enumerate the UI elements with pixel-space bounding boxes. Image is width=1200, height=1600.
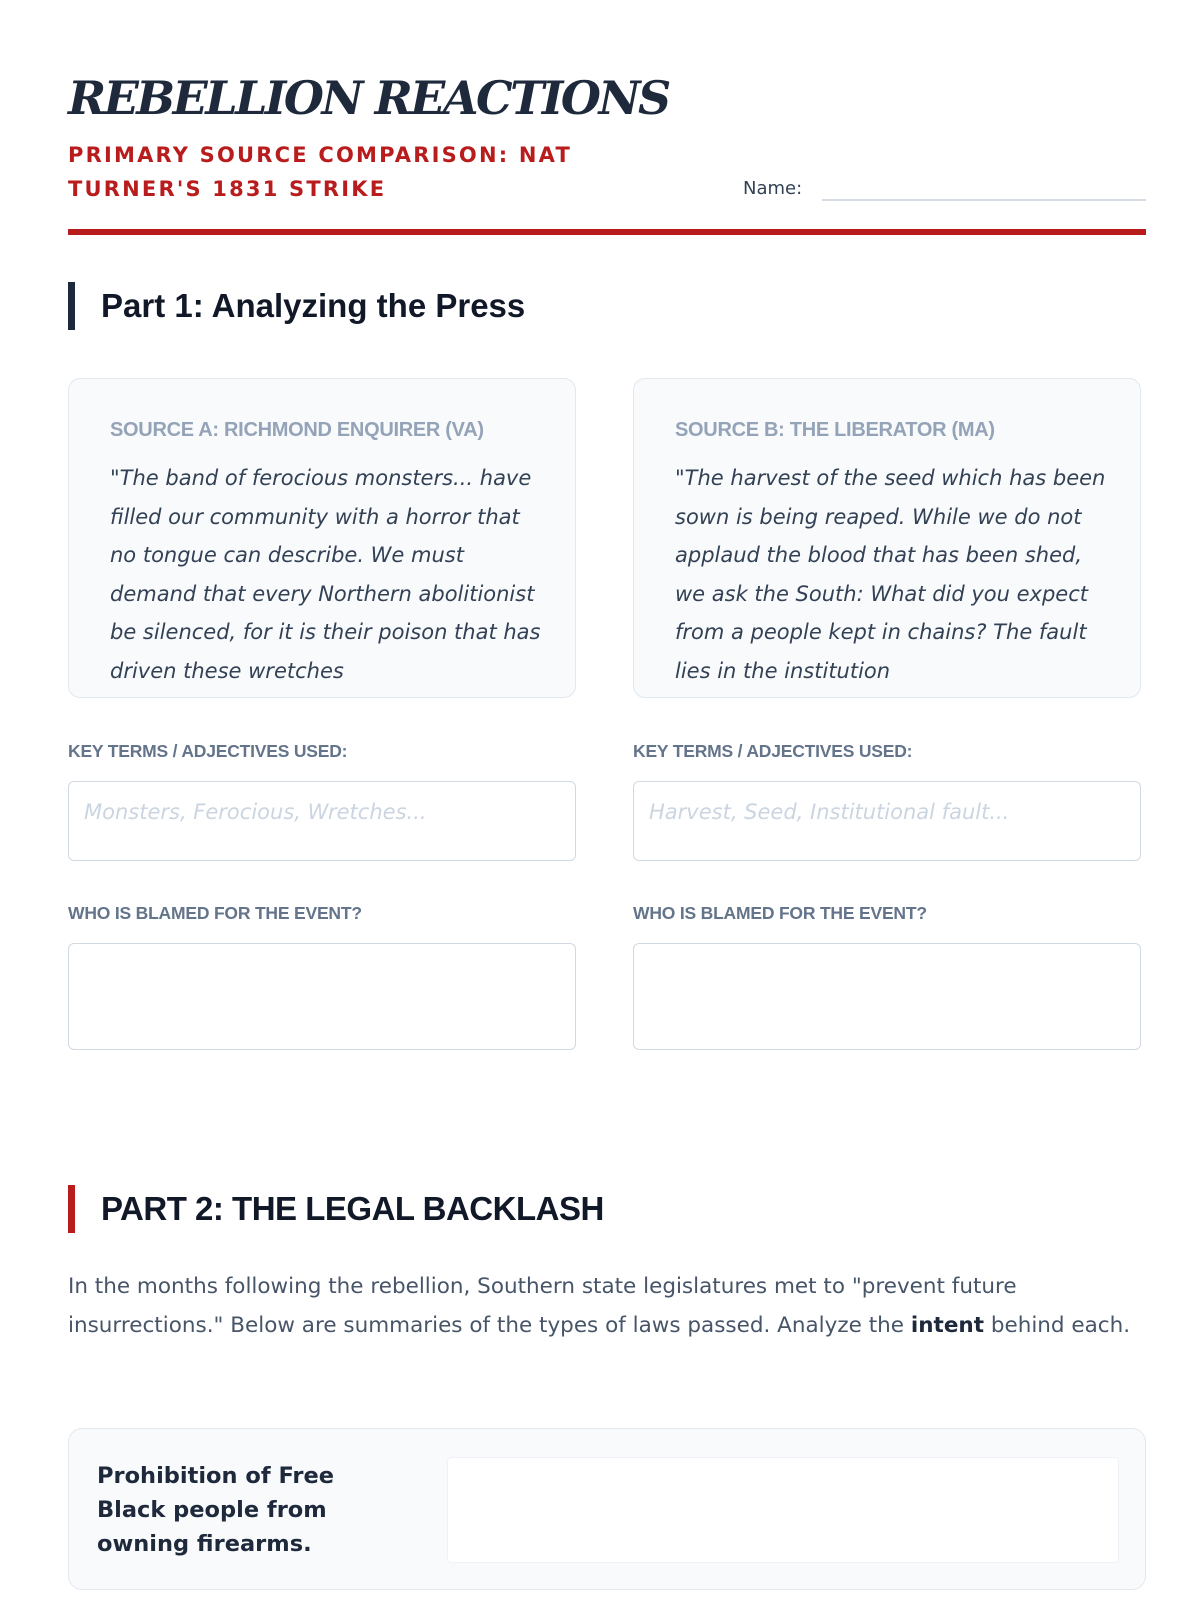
source-b-blame-input[interactable] — [633, 943, 1141, 1050]
part2-heading-bar — [68, 1185, 75, 1233]
source-b-key-terms-input[interactable] — [633, 781, 1141, 861]
page-subtitle: PRIMARY SOURCE COMPARISON: NAT TURNER'S 1831 STRIKE — [68, 143, 572, 201]
law-card — [68, 1428, 1146, 1590]
source-b-key-terms-placeholder: Harvest, Seed, Institutional fault... — [649, 800, 1010, 824]
law-intent-answer-box[interactable] — [447, 1457, 1119, 1563]
part2-intro-text-end: behind each. — [983, 1312, 1131, 1338]
part2-intro-emphasis: intent — [910, 1312, 984, 1338]
page-title: REBELLION REACTIONS — [68, 71, 669, 125]
part2-heading — [68, 1185, 768, 1233]
source-b-card — [633, 378, 1141, 698]
source-a-key-terms-placeholder: Monsters, Ferocious, Wretches... — [84, 800, 427, 824]
source-b-quote: "The harvest of the seed which has been sown is being reaped. While we do not applaud the blood that has been shed, we ask the South: What did you expect from a people kept in chains? The fault lies in the institution — [675, 466, 1106, 683]
source-a-key-terms-label: KEY TERMS / ADJECTIVES USED: — [68, 741, 348, 761]
name-label: Name: — [743, 178, 803, 199]
source-a-label: SOURCE A: RICHMOND ENQUIRER (VA) — [110, 419, 484, 441]
source-a-blame-input[interactable] — [68, 943, 576, 1050]
part1-heading — [68, 282, 668, 330]
source-a-card — [68, 378, 576, 698]
source-b-key-terms-label: KEY TERMS / ADJECTIVES USED: — [633, 741, 913, 761]
source-a-quote: "The band of ferocious monsters... have filled our community with a horror that no tongue can describe. We must demand that every Northern abolitionist be silenced, for it is their poison that has driven these wretches — [110, 466, 541, 683]
part2-intro-text: In the months following the rebellion, Southern state legislatures met to "prevent future insurrections." Below are summaries of the types of laws passed. Analyze the — [68, 1274, 1017, 1338]
worksheet-header — [68, 72, 1146, 236]
source-b-label: SOURCE B: THE LIBERATOR (MA) — [675, 419, 995, 441]
source-a-blame-label: WHO IS BLAMED FOR THE EVENT? — [68, 903, 362, 923]
part2-title: PART 2: THE LEGAL BACKLASH — [101, 1190, 604, 1227]
source-b-blame-label: WHO IS BLAMED FOR THE EVENT? — [633, 903, 927, 923]
law-description: Prohibition of Free Black people from owning firearms. — [97, 1463, 334, 1557]
part1-heading-bar — [68, 282, 75, 330]
source-a-key-terms-input[interactable] — [68, 781, 576, 861]
name-field[interactable] — [822, 199, 1146, 201]
part1-title: Part 1: Analyzing the Press — [101, 287, 526, 324]
header-divider — [68, 229, 1146, 235]
part2-intro — [68, 1268, 1146, 1345]
